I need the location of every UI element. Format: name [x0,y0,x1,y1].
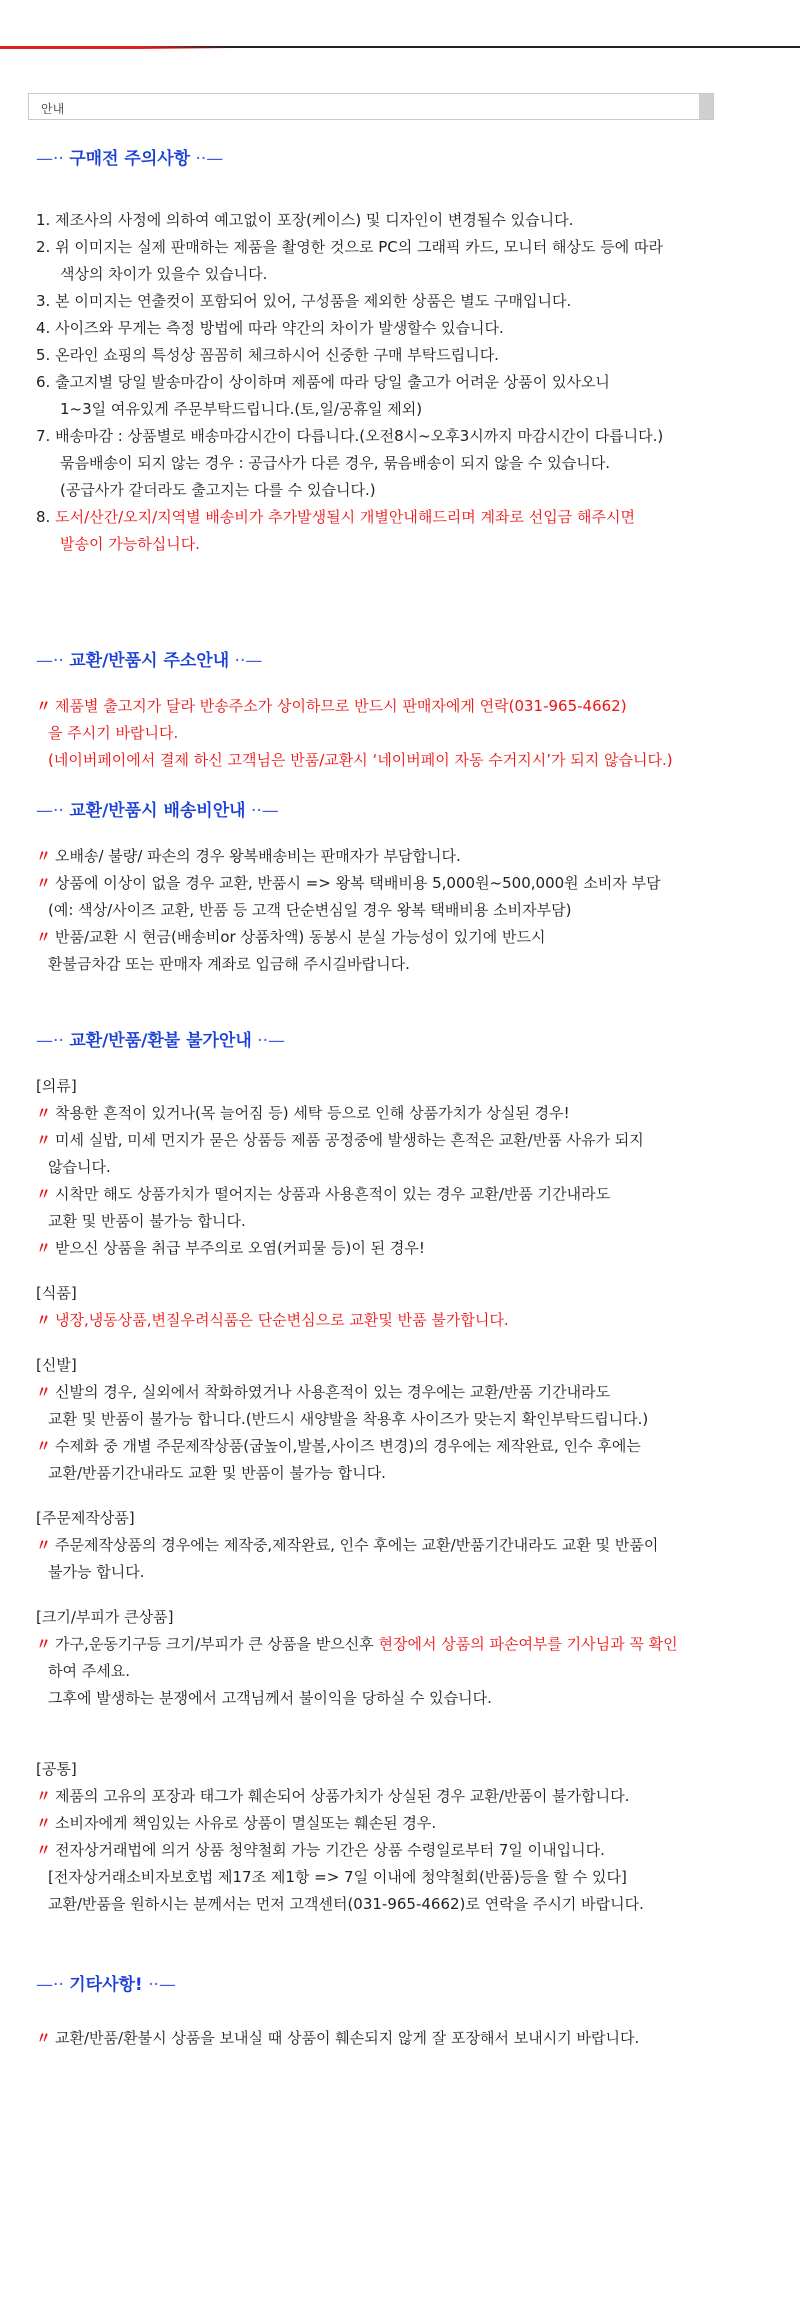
notice-label: 안내 [41,102,65,116]
list-item: 1~3일 여유있게 주문부탁드립니다.(토,일/공휴일 제외) [60,400,423,418]
list-item: 교환/반품기간내라도 교환 및 반품이 불가능 합니다. [48,1464,386,1482]
list-item: 1. 제조사의 사정에 의하여 예고없이 포장(케이스) 및 디자인이 변경될수 있습니다. [36,211,574,229]
section-title-no-return: —·· 교환/반품/환불 불가안내 ··— [36,1031,285,1051]
list-item: 〃 교환/반품/환불시 상품을 보내실 때 상품이 훼손되지 않게 잘 포장해서 보내시기 바랍니다. [36,2029,640,2047]
list-item: 묶음배송이 되지 않는 경우 : 공급사가 다른 경우, 묶음배송이 되지 않을 수 있습니다. [60,454,610,472]
list-item: 색상의 차이가 있을수 있습니다. [60,265,268,283]
list-item: 〃 수제화 중 개별 주문제작상품(굽높이,발볼,사이즈 변경)의 경우에는 제작완료, 인수 후에는 [36,1437,641,1455]
list-item-highlight: 발송이 가능하십니다. [60,535,200,553]
group-head-food: [식품] [36,1284,77,1302]
list-item: 그후에 발생하는 분쟁에서 고객님께서 불이익을 당하실 수 있습니다. [48,1689,492,1707]
list-item: 않습니다. [48,1158,111,1176]
list-item: 환불금차감 또는 판매자 계좌로 입금해 주시길바랍니다. [48,955,410,973]
list-item: 〃 시착만 해도 상품가치가 떨어지는 상품과 사용흔적이 있는 경우 교환/반품 기간내라도 [36,1185,611,1203]
section-title-return-address: —·· 교환/반품시 주소안내 ··— [36,651,263,671]
list-item: 〃 미세 실밥, 미세 먼지가 묻은 상품등 제품 공정중에 발생하는 흔적은 교환/반품 사유가 되지 [36,1131,644,1149]
list-item-highlight: 〃 냉장,냉동상품,변질우려식품은 단순변심으로 교환및 반품 불가합니다. [36,1311,509,1329]
list-item: 6. 출고지별 당일 발송마감이 상이하며 제품에 따라 당일 출고가 어려운 상품이 있사오니 [36,373,610,391]
list-item: 5. 온라인 쇼핑의 특성상 꼼꼼히 체크하시어 신중한 구매 부탁드립니다. [36,346,499,364]
list-item: [전자상거래소비자보호법 제17조 제1항 => 7일 이내에 청약철회(반품)등을 할 수 있다] [48,1868,627,1886]
list-item: 교환 및 반품이 불가능 합니다.(반드시 새양발을 착용후 사이즈가 맞는지 확인부탁드립니다.) [48,1410,649,1428]
list-item: 4. 사이즈와 무게는 측정 방법에 따라 약간의 차이가 발생할수 있습니다. [36,319,504,337]
section-title-precautions: —·· 구매전 주의사항 ··— [36,149,224,169]
list-item: 불가능 합니다. [48,1563,145,1581]
naverpay-notice: (네이버페이에서 결제 하신 고객님은 반품/교환시 ‘네이버페이 자동 수거지시’가 되지 않습니다.) [48,751,673,769]
section-title-etc: —·· 기타사항! ··— [36,1975,176,1995]
list-item: 〃 제품의 고유의 포장과 태그가 훼손되어 상품가치가 상실된 경우 교환/반품이 불가합니다. [36,1787,630,1805]
group-head-bulky: [크기/부피가 큰상품] [36,1608,174,1626]
group-head-shoes: [신발] [36,1356,77,1374]
list-item: 7. 배송마감 : 상품별로 배송마감시간이 다릅니다.(오전8시~오후3시까지 마감시간이 다릅니다.) [36,427,664,445]
list-item: 교환 및 반품이 불가능 합니다. [48,1212,246,1230]
top-divider-accent [0,46,230,49]
list-item: 하여 주세요. [48,1662,130,1680]
group-head-custom: [주문제작상품] [36,1509,135,1527]
address-notice: 을 주시기 바랍니다. [48,724,179,742]
group-head-clothing: [의류] [36,1077,77,1095]
list-item: (예: 색상/사이즈 교환, 반품 등 고객 단순변심일 경우 왕복 택배비용 소비자부담) [48,901,572,919]
list-item: 〃 소비자에게 책임있는 사유로 상품이 멸실또는 훼손된 경우. [36,1814,437,1832]
list-item: 〃 신발의 경우, 실외에서 착화하였거나 사용흔적이 있는 경우에는 교환/반품 기간내라도 [36,1383,611,1401]
list-item: 〃 상품에 이상이 없을 경우 교환, 반품시 => 왕복 택배비용 5,000원~500,000원 소비자 부담 [36,874,661,892]
notice-box[interactable] [28,93,714,120]
list-item: (공급사가 같더라도 출고지는 다를 수 있습니다.) [60,481,376,499]
list-item: 〃 착용한 흔적이 있거나(목 늘어짐 등) 세탁 등으로 인해 상품가치가 상실된 경우! [36,1104,570,1122]
list-item: 〃 주문제작상품의 경우에는 제작중,제작완료, 인수 후에는 교환/반품기간내라도 교환 및 반품이 [36,1536,659,1554]
list-item: 3. 본 이미지는 연출컷이 포함되어 있어, 구성품을 제외한 상품은 별도 구매입니다. [36,292,572,310]
list-item-highlight: 8. 도서/산간/오지/지역별 배송비가 추가발생될시 개별안내해드리며 계좌로 선입금 해주시면 [36,508,635,526]
group-head-common: [공통] [36,1760,77,1778]
section-title-shipping-cost: —·· 교환/반품시 배송비안내 ··— [36,801,279,821]
list-item: 2. 위 이미지는 실제 판매하는 제품을 촬영한 것으로 PC의 그래픽 카드, 모니터 해상도 등에 따라 [36,238,663,256]
list-item: 교환/반품을 원하시는 분께서는 먼저 고객센터(031-965-4662)로 연락을 주시기 바랍니다. [48,1895,644,1913]
list-item: 〃 오배송/ 불량/ 파손의 경우 왕복배송비는 판매자가 부담합니다. [36,847,461,865]
list-item: 〃 받으신 상품을 취급 부주의로 오염(커피물 등)이 된 경우! [36,1239,425,1257]
list-item: 〃 반품/교환 시 현금(배송비or 상품차액) 동봉시 분실 가능성이 있기에 반드시 [36,928,546,946]
notice-scrollbar[interactable] [699,94,713,119]
list-item: 〃 전자상거래법에 의거 상품 청약철회 가능 기간은 상품 수령일로부터 7일 이내입니다. [36,1841,605,1859]
content [36,140,786,2052]
address-notice: 〃 제품별 출고지가 달라 반송주소가 상이하므로 반드시 판매자에게 연락(031-965-4662) [36,697,627,715]
list-item: 〃 가구,운동기구등 크기/부피가 큰 상품을 받으신후 현장에서 상품의 파손여부를 기사님과 꼭 확인 [36,1635,678,1653]
